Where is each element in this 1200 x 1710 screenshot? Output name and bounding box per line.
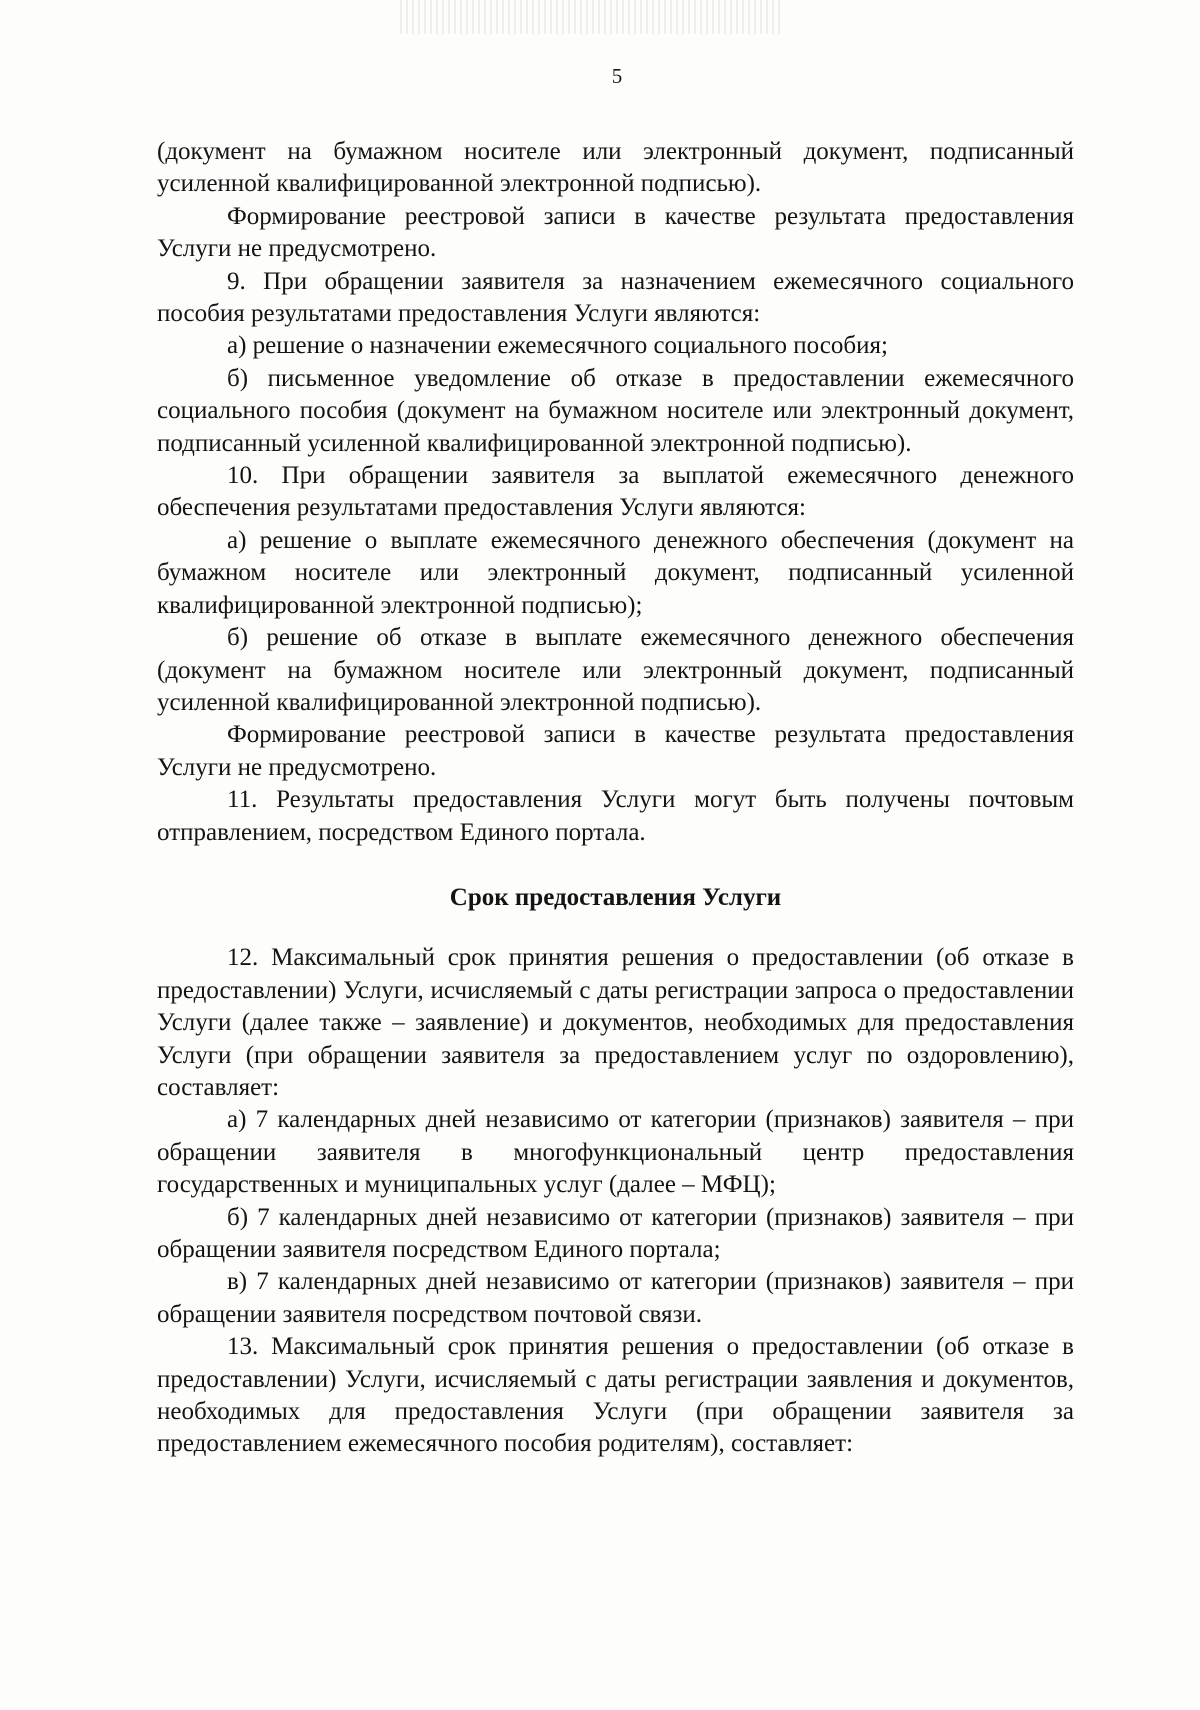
paragraph: а) 7 календарных дней независимо от категории (признаков) заявителя – при обращении заявителя в многофункциональный центр предоставления государственных и муниципальных услуг (далее – МФЦ); [157,1106,1074,1199]
paragraph: Формирование реестровой записи в качестве результата предоставления Услуги не предусмотрено. [157,721,1074,781]
paragraph-group-term [157,942,1074,1461]
paragraph: Формирование реестровой записи в качестве результата предоставления Услуги не предусмотрено. [157,202,1074,263]
paragraph: б) 7 календарных дней независимо от категории (признаков) заявителя – при обращении заявителя посредством Единого портала; [157,1203,1074,1263]
paragraph: в) 7 календарных дней независимо от категории (признаков) заявителя – при обращении заявителя посредством почтовой связи. [157,1268,1074,1328]
paragraph: 12. Максимальный срок принятия решения о предоставлении (об отказе в предоставлении) Услуги, исчисляемый с даты регистрации запроса о предоставлении Услуги (далее также – заявление) и документов, необходимых для предоставления Услуги (при обращении заявителя за предоставлением услуг по оздоровлению), составляет: [157,944,1074,1101]
paragraph: 9. При обращении заявителя за назначением ежемесячного социального пособия результатами предоставления Услуги являются: [157,267,1074,328]
paragraph: 11. Результаты предоставления Услуги могут быть получены почтовым отправлением, посредством Единого портала. [157,786,1074,846]
paragraph: б) письменное уведомление об отказе в предоставлении ежемесячного социального пособия (документ на бумажном носителе или электронный документ, подписанный усиленной квалифицированной электронной подписью). [157,364,1074,457]
paragraph: а) решение о назначении ежемесячного социального пособия; [227,332,888,360]
page-number: 5 [611,64,623,88]
paragraph: 10. При обращении заявителя за выплатой ежемесячного денежного обеспечения результатами предоставления Услуги являются: [157,462,1074,522]
paragraph-group-results [157,136,1074,849]
paragraph: 13. Максимальный срок принятия решения о предоставлении (об отказе в предоставлении) Услуги, исчисляемый с даты регистрации заявления и документов, необходимых для предоставления Услуги (при обращении заявителя за предоставлением ежемесячного пособия родителям), составляет: [157,1333,1074,1458]
document-body [157,136,1074,1461]
section-heading: Срок предоставления Услуги [449,883,782,911]
paragraph: б) решение об отказе в выплате ежемесячного денежного обеспечения (документ на бумажном носителе или электронный документ, подписанный усиленной квалифицированной электронной подписью). [157,624,1074,716]
paragraph: (документ на бумажном носителе или электронный документ, подписанный усиленной квалифицированной электронной подписью). [157,138,1074,198]
paragraph: а) решение о выплате ежемесячного денежного обеспечения (документ на бумажном носителе или электронный документ, подписанный усиленной квалифицированной электронной подписью); [157,526,1074,619]
scan-artifact [400,0,780,34]
